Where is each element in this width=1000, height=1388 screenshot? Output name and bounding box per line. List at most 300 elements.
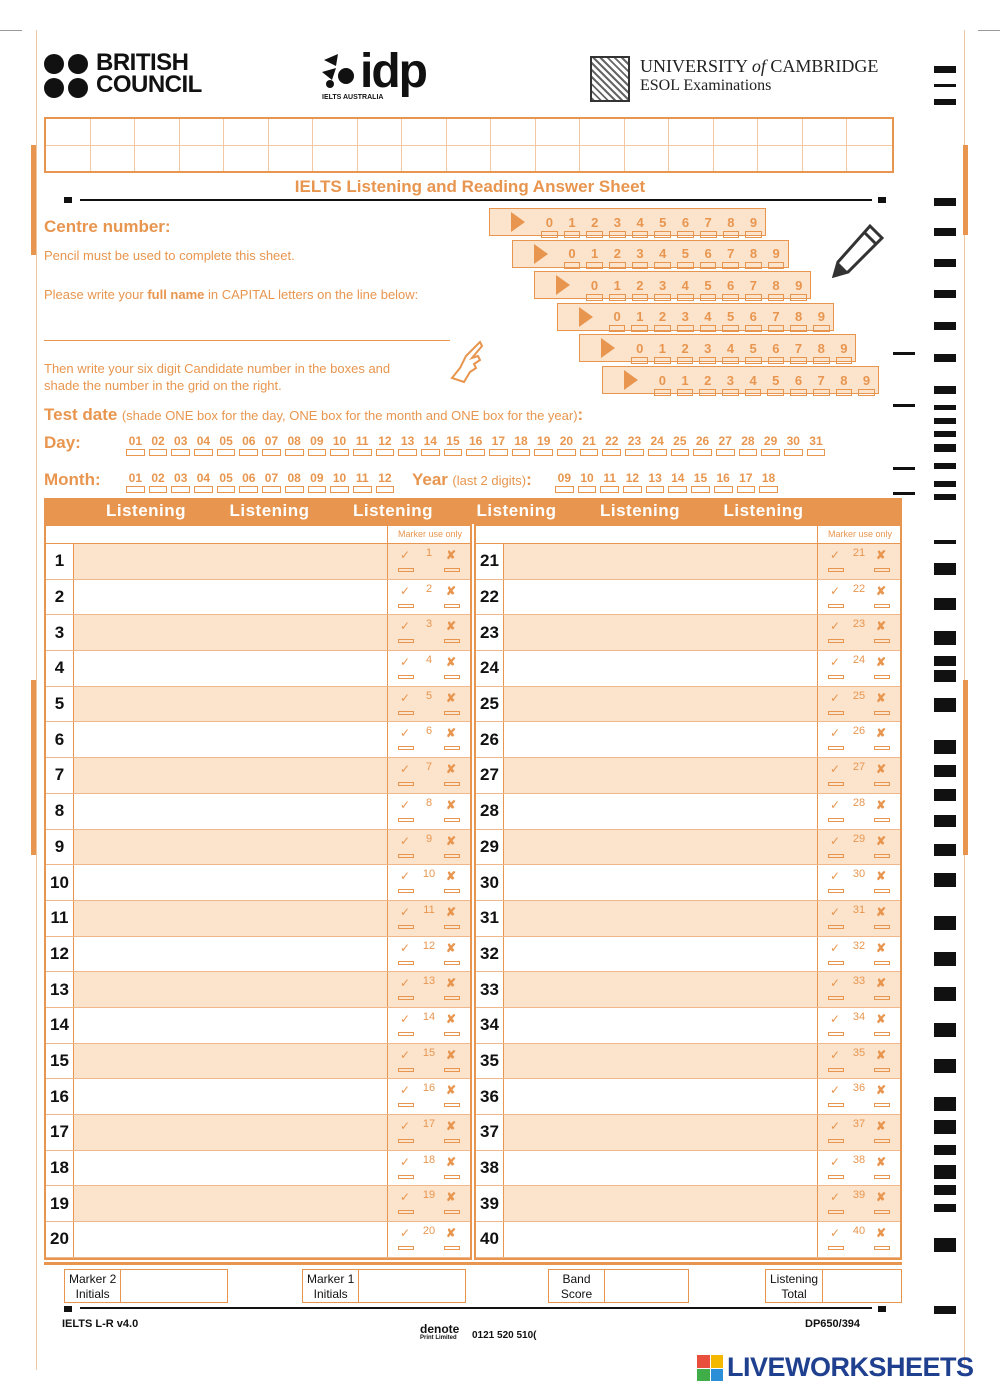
marker1-initials-box[interactable]: Marker 1 Initials — [302, 1269, 466, 1303]
marker2-initials-box[interactable]: Marker 2 Initials — [64, 1269, 228, 1303]
day-bubble[interactable]: 05 — [215, 434, 238, 448]
cross-bubble[interactable] — [874, 711, 890, 715]
idp-logo-subtitle: IELTS AUSTRALIA — [322, 94, 384, 101]
month-bubble[interactable]: 03 — [169, 471, 192, 485]
tick-bubble[interactable] — [828, 1210, 844, 1214]
answer-field[interactable] — [504, 1222, 818, 1257]
cross-bubble[interactable] — [874, 1246, 890, 1250]
digit-bubble[interactable]: 3 — [696, 341, 719, 356]
cross-bubble[interactable] — [444, 1210, 460, 1214]
digit-bubble[interactable]: 5 — [742, 341, 765, 356]
cross-bubble[interactable] — [444, 604, 460, 608]
cross-bubble[interactable] — [444, 639, 460, 643]
cross-bubble[interactable] — [444, 818, 460, 822]
cross-bubble[interactable] — [874, 1103, 890, 1107]
row-arrow-icon — [624, 370, 638, 390]
cross-bubble[interactable] — [874, 568, 890, 572]
month-bubble[interactable]: 05 — [215, 471, 238, 485]
tick-bubble[interactable] — [828, 1175, 844, 1179]
marker-number: 26 — [852, 725, 866, 738]
cross-bubble[interactable] — [444, 996, 460, 1000]
tick-bubble[interactable] — [828, 925, 844, 929]
tick-bubble[interactable] — [828, 1068, 844, 1072]
year-bubble[interactable]: 17 — [735, 471, 758, 485]
month-bubble[interactable]: 06 — [237, 471, 260, 485]
answer-field[interactable] — [504, 580, 818, 615]
answer-field[interactable] — [74, 544, 388, 579]
month-bubble[interactable]: 12 — [374, 471, 397, 485]
marker-cell — [388, 615, 470, 650]
digit-bubble[interactable]: 3 — [719, 373, 742, 388]
digit-bubble[interactable]: 2 — [629, 278, 652, 293]
cross-bubble[interactable] — [874, 604, 890, 608]
digit-bubble[interactable]: 9 — [765, 246, 788, 261]
year-bubble[interactable]: 12 — [621, 471, 644, 485]
tick-bubble[interactable] — [828, 1246, 844, 1250]
month-bubble[interactable]: 04 — [192, 471, 215, 485]
digit-bubble[interactable]: 4 — [742, 373, 765, 388]
day-bubble[interactable]: 19 — [532, 434, 555, 448]
answer-field[interactable] — [504, 937, 818, 972]
cross-icon: ✘ — [445, 976, 456, 991]
cross-bubble[interactable] — [874, 675, 890, 679]
tick-bubble[interactable] — [828, 854, 844, 858]
month-bubble[interactable]: 07 — [260, 471, 283, 485]
digit-bubble[interactable]: 6 — [765, 341, 788, 356]
digit-bubble[interactable]: 0 — [583, 278, 606, 293]
day-bubble[interactable]: 09 — [306, 434, 329, 448]
cross-bubble[interactable] — [444, 889, 460, 893]
digit-bubble[interactable]: 2 — [651, 309, 674, 324]
cross-bubble[interactable] — [444, 1139, 460, 1143]
digit-bubble[interactable]: 1 — [606, 278, 629, 293]
cross-bubble[interactable] — [874, 1032, 890, 1036]
digit-bubble[interactable]: 1 — [561, 215, 584, 230]
cross-bubble[interactable] — [444, 568, 460, 572]
tick-bubble[interactable] — [398, 996, 414, 1000]
timing-mark — [934, 84, 956, 87]
day-bubble[interactable]: 23 — [623, 434, 646, 448]
timing-mark — [934, 405, 956, 410]
digit-bubble[interactable]: 7 — [742, 278, 765, 293]
cross-bubble[interactable] — [444, 675, 460, 679]
digit-bubble[interactable]: 0 — [561, 246, 584, 261]
cross-bubble[interactable] — [444, 1246, 460, 1250]
answer-field[interactable] — [74, 1008, 388, 1043]
tick-icon: ✓ — [830, 548, 841, 562]
question-number: 28 — [476, 794, 504, 829]
day-bubble[interactable]: 04 — [192, 434, 215, 448]
digit-bubble[interactable]: 7 — [765, 309, 788, 324]
day-bubble[interactable]: 08 — [283, 434, 306, 448]
tick-bubble[interactable] — [398, 818, 414, 822]
marker-cell — [388, 1115, 470, 1150]
answer-row — [46, 937, 470, 973]
question-number: 10 — [46, 865, 74, 900]
answer-field[interactable] — [504, 865, 818, 900]
answer-row — [46, 972, 470, 1008]
cross-bubble[interactable] — [444, 854, 460, 858]
tick-bubble[interactable] — [398, 675, 414, 679]
answer-field[interactable] — [504, 972, 818, 1007]
marker-number: 21 — [852, 547, 866, 559]
answer-field[interactable] — [74, 722, 388, 757]
year-bubble[interactable]: 11 — [598, 471, 621, 485]
day-bubble[interactable]: 31 — [805, 434, 828, 448]
digit-bubble[interactable]: 9 — [855, 373, 878, 388]
digit-bubble[interactable]: 6 — [787, 373, 810, 388]
marker-number: 19 — [422, 1189, 436, 1202]
tick-bubble[interactable] — [398, 961, 414, 965]
answer-field[interactable] — [504, 1151, 818, 1186]
day-bubble[interactable]: 24 — [646, 434, 669, 448]
timing-mark — [934, 66, 956, 73]
answer-row — [476, 1115, 900, 1151]
answer-field[interactable] — [74, 1115, 388, 1150]
answer-field[interactable] — [74, 830, 388, 865]
side-bar-right-1 — [963, 145, 968, 235]
tick-bubble[interactable] — [828, 1103, 844, 1107]
digit-bubble[interactable]: 0 — [538, 215, 561, 230]
day-bubble[interactable]: 26 — [691, 434, 714, 448]
month-bubble[interactable]: 11 — [351, 471, 374, 485]
marker-number: 10 — [422, 868, 436, 881]
marker-number: 29 — [852, 832, 866, 845]
cross-icon: ✘ — [445, 1083, 456, 1098]
tick-bubble[interactable] — [828, 782, 844, 786]
timing-mark — [934, 198, 956, 206]
tick-bubble[interactable] — [828, 961, 844, 965]
tick-bubble[interactable] — [828, 568, 844, 572]
marker-cell — [388, 1222, 470, 1257]
marker-cell — [818, 1222, 900, 1257]
question-number: 29 — [476, 830, 504, 865]
month-bubble[interactable]: 09 — [306, 471, 329, 485]
cross-bubble[interactable] — [874, 925, 890, 929]
marker-number: 17 — [422, 1118, 436, 1130]
digit-bubble[interactable]: 4 — [629, 215, 652, 230]
digit-bubble[interactable]: 6 — [719, 278, 742, 293]
cross-bubble[interactable] — [874, 1175, 890, 1179]
cross-bubble[interactable] — [444, 782, 460, 786]
digit-bubble[interactable]: 3 — [606, 215, 629, 230]
answer-field[interactable] — [504, 722, 818, 757]
digit-bubble[interactable]: 5 — [697, 278, 720, 293]
answer-field[interactable] — [74, 615, 388, 650]
answer-field[interactable] — [74, 1044, 388, 1079]
answer-field[interactable] — [74, 972, 388, 1007]
answer-field[interactable] — [74, 580, 388, 615]
month-bubble[interactable]: 10 — [328, 471, 351, 485]
day-bubble[interactable]: 14 — [419, 434, 442, 448]
digit-bubble[interactable]: 7 — [719, 246, 742, 261]
month-bubble[interactable]: 08 — [283, 471, 306, 485]
day-bubble[interactable]: 20 — [555, 434, 578, 448]
answer-field[interactable] — [504, 758, 818, 793]
month-bubble[interactable]: 01 — [124, 471, 147, 485]
digit-bubble[interactable]: 4 — [719, 341, 742, 356]
tick-icon: ✓ — [830, 797, 841, 812]
question-number: 14 — [46, 1008, 74, 1043]
cross-bubble[interactable] — [874, 889, 890, 893]
answer-field[interactable] — [504, 1115, 818, 1150]
cross-bubble[interactable] — [874, 961, 890, 965]
answer-field[interactable] — [74, 794, 388, 829]
tick-bubble[interactable] — [398, 639, 414, 643]
cross-bubble[interactable] — [874, 996, 890, 1000]
answer-row — [46, 1008, 470, 1044]
tick-bubble[interactable] — [398, 604, 414, 608]
answer-field[interactable] — [504, 651, 818, 686]
month-bubble[interactable]: 02 — [147, 471, 170, 485]
digit-bubble[interactable]: 4 — [674, 278, 697, 293]
answer-row — [46, 722, 470, 758]
year-bubble[interactable]: 14 — [666, 471, 689, 485]
cross-bubble[interactable] — [874, 818, 890, 822]
rule-dot-right — [878, 197, 886, 203]
answer-field[interactable] — [504, 544, 818, 579]
answer-field[interactable] — [504, 1008, 818, 1043]
cross-bubble[interactable] — [444, 1175, 460, 1179]
cross-bubble[interactable] — [874, 1139, 890, 1143]
digit-bubble[interactable]: 4 — [651, 246, 674, 261]
name-boxes[interactable] — [44, 117, 894, 173]
day-bubble[interactable]: 02 — [147, 434, 170, 448]
tick-bubble[interactable] — [828, 711, 844, 715]
digit-bubble[interactable]: 8 — [833, 373, 856, 388]
cross-bubble[interactable] — [444, 711, 460, 715]
digit-bubble[interactable]: 1 — [628, 309, 651, 324]
year-bubble[interactable]: 10 — [576, 471, 599, 485]
digit-bubble[interactable]: 2 — [696, 373, 719, 388]
cross-bubble[interactable] — [874, 746, 890, 750]
answer-field[interactable] — [74, 758, 388, 793]
answer-field[interactable] — [504, 830, 818, 865]
marker-cell — [818, 1151, 900, 1186]
timing-mark — [934, 540, 956, 544]
digit-bubble[interactable]: 0 — [606, 309, 629, 324]
answer-field[interactable] — [74, 687, 388, 722]
timing-mark — [934, 386, 956, 394]
cross-bubble[interactable] — [444, 1068, 460, 1072]
year-bubble[interactable]: 16 — [712, 471, 735, 485]
digit-bubble[interactable]: 1 — [583, 246, 606, 261]
day-bubble[interactable]: 01 — [124, 434, 147, 448]
answer-field[interactable] — [504, 1186, 818, 1221]
digit-bubble[interactable]: 9 — [742, 215, 765, 230]
tick-bubble[interactable] — [398, 1210, 414, 1214]
listening-total-box[interactable]: Listening Total — [765, 1269, 902, 1303]
digit-bubble[interactable]: 5 — [719, 309, 742, 324]
tick-bubble[interactable] — [398, 1068, 414, 1072]
tick-bubble[interactable] — [398, 1103, 414, 1107]
question-number: 36 — [476, 1079, 504, 1114]
digit-bubble[interactable]: 2 — [606, 246, 629, 261]
digit-bubble[interactable]: 8 — [742, 246, 765, 261]
cross-icon: ✘ — [875, 1083, 886, 1098]
cross-bubble[interactable] — [874, 854, 890, 858]
digit-bubble[interactable]: 4 — [697, 309, 720, 324]
day-bubble[interactable]: 28 — [737, 434, 760, 448]
day-bubble[interactable]: 25 — [669, 434, 692, 448]
cross-bubble[interactable] — [874, 1210, 890, 1214]
day-bubble[interactable]: 21 — [578, 434, 601, 448]
test-date-label: Test date (shade ONE box for the day, ONE box for the month and ONE box for the year): — [44, 405, 584, 424]
answer-field[interactable] — [74, 1222, 388, 1257]
digit-bubble[interactable]: 8 — [765, 278, 788, 293]
answer-field[interactable] — [74, 651, 388, 686]
year-bubble[interactable]: 09 — [553, 471, 576, 485]
tick-bubble[interactable] — [398, 1139, 414, 1143]
digit-bubble[interactable]: 7 — [697, 215, 720, 230]
day-bubble[interactable]: 17 — [487, 434, 510, 448]
digit-bubble[interactable]: 8 — [720, 215, 743, 230]
day-bubble[interactable]: 30 — [782, 434, 805, 448]
marker-number: 12 — [422, 939, 436, 952]
answer-field[interactable] — [74, 1079, 388, 1114]
answer-row — [476, 651, 900, 687]
question-number: 6 — [46, 722, 74, 757]
digit-bubble[interactable]: 1 — [651, 341, 674, 356]
timing-mark — [934, 418, 956, 424]
digit-bubble[interactable]: 6 — [674, 215, 697, 230]
digit-bubble[interactable]: 8 — [787, 309, 810, 324]
cross-bubble[interactable] — [444, 1103, 460, 1107]
tick-bubble[interactable] — [398, 889, 414, 893]
marker-number: 33 — [852, 975, 866, 988]
answer-field[interactable] — [74, 865, 388, 900]
digit-bubble[interactable]: 0 — [651, 373, 674, 388]
digit-bubble[interactable]: 8 — [810, 341, 833, 356]
digit-bubble[interactable]: 6 — [742, 309, 765, 324]
tick-bubble[interactable] — [828, 1139, 844, 1143]
day-bubble[interactable]: 07 — [260, 434, 283, 448]
tick-bubble[interactable] — [398, 568, 414, 572]
tick-icon: ✓ — [400, 869, 411, 884]
day-bubble[interactable]: 03 — [169, 434, 192, 448]
digit-bubble[interactable]: 2 — [674, 341, 697, 356]
cross-icon: ✘ — [445, 1226, 456, 1241]
tick-bubble[interactable] — [828, 746, 844, 750]
digit-bubble[interactable]: 2 — [583, 215, 606, 230]
answer-field[interactable] — [504, 1079, 818, 1114]
answer-field[interactable] — [504, 687, 818, 722]
digit-bubble[interactable]: 5 — [764, 373, 787, 388]
answer-field[interactable] — [74, 901, 388, 936]
digit-bubble[interactable]: 1 — [674, 373, 697, 388]
tick-bubble[interactable] — [398, 1246, 414, 1250]
digit-bubble[interactable]: 9 — [833, 341, 856, 356]
printer-phone: 0121 520 510( — [472, 1330, 537, 1341]
digit-bubble[interactable]: 9 — [810, 309, 833, 324]
digit-bubble[interactable]: 9 — [787, 278, 810, 293]
tick-bubble[interactable] — [828, 1032, 844, 1036]
band-score-box[interactable]: Band Score — [548, 1269, 689, 1303]
cross-bubble[interactable] — [444, 746, 460, 750]
digit-bubble[interactable]: 3 — [651, 278, 674, 293]
full-name-line[interactable] — [44, 340, 450, 341]
marker-cell — [818, 1079, 900, 1114]
form-code: DP650/394 — [805, 1318, 861, 1330]
digit-bubble[interactable]: 3 — [674, 309, 697, 324]
tick-bubble[interactable] — [398, 1175, 414, 1179]
tick-icon: ✓ — [400, 655, 411, 670]
idp-leaf-icon — [320, 52, 356, 90]
answer-field[interactable] — [504, 901, 818, 936]
digit-bubble[interactable]: 5 — [674, 246, 697, 261]
tick-bubble[interactable] — [828, 675, 844, 679]
digit-bubble[interactable]: 7 — [787, 341, 810, 356]
cross-bubble[interactable] — [874, 1068, 890, 1072]
rule-dot-left — [64, 197, 72, 203]
cross-icon: ✘ — [445, 1119, 456, 1133]
answer-field[interactable] — [504, 1044, 818, 1079]
day-bubble[interactable]: 06 — [237, 434, 260, 448]
tick-bubble[interactable] — [398, 782, 414, 786]
answer-field[interactable] — [504, 615, 818, 650]
day-bubble[interactable]: 10 — [328, 434, 351, 448]
tick-bubble[interactable] — [398, 746, 414, 750]
cross-bubble[interactable] — [874, 782, 890, 786]
candidate-digit-row — [579, 334, 856, 362]
cross-bubble[interactable] — [444, 1032, 460, 1036]
tick-bubble[interactable] — [828, 996, 844, 1000]
digit-bubble[interactable]: 7 — [810, 373, 833, 388]
day-bubble[interactable]: 16 — [464, 434, 487, 448]
answer-field[interactable] — [74, 1151, 388, 1186]
tick-bubble[interactable] — [398, 711, 414, 715]
day-bubble[interactable]: 29 — [759, 434, 782, 448]
tick-bubble[interactable] — [398, 1032, 414, 1036]
day-bubble[interactable]: 11 — [351, 434, 374, 448]
marker-number: 16 — [422, 1082, 436, 1095]
tick-bubble[interactable] — [398, 925, 414, 929]
year-bubble[interactable]: 13 — [644, 471, 667, 485]
question-number: 34 — [476, 1008, 504, 1043]
year-bubble[interactable]: 18 — [757, 471, 780, 485]
cross-bubble[interactable] — [874, 639, 890, 643]
centre-number-label: Centre number: — [44, 217, 171, 236]
answer-row — [46, 1115, 470, 1151]
tick-bubble[interactable] — [828, 889, 844, 893]
year-bubble[interactable]: 15 — [689, 471, 712, 485]
question-number: 20 — [46, 1222, 74, 1257]
digit-bubble[interactable]: 0 — [628, 341, 651, 356]
cross-bubble[interactable] — [444, 925, 460, 929]
answer-row — [476, 1186, 900, 1222]
answer-field[interactable] — [504, 794, 818, 829]
question-number: 23 — [476, 615, 504, 650]
tick-bubble[interactable] — [828, 604, 844, 608]
answer-field[interactable] — [74, 937, 388, 972]
day-bubble[interactable]: 22 — [600, 434, 623, 448]
answer-field[interactable] — [74, 1186, 388, 1221]
day-bubble[interactable]: 27 — [714, 434, 737, 448]
day-bubble[interactable]: 12 — [374, 434, 397, 448]
tick-bubble[interactable] — [828, 639, 844, 643]
day-bubble[interactable]: 15 — [442, 434, 465, 448]
day-bubble[interactable]: 13 — [396, 434, 419, 448]
tick-bubble[interactable] — [828, 818, 844, 822]
digit-bubble[interactable]: 5 — [651, 215, 674, 230]
tick-icon: ✓ — [400, 1226, 411, 1241]
digit-bubble[interactable]: 3 — [629, 246, 652, 261]
cross-bubble[interactable] — [444, 961, 460, 965]
answer-row — [46, 758, 470, 794]
digit-bubble[interactable]: 6 — [697, 246, 720, 261]
tick-bubble[interactable] — [398, 854, 414, 858]
day-bubble[interactable]: 18 — [510, 434, 533, 448]
